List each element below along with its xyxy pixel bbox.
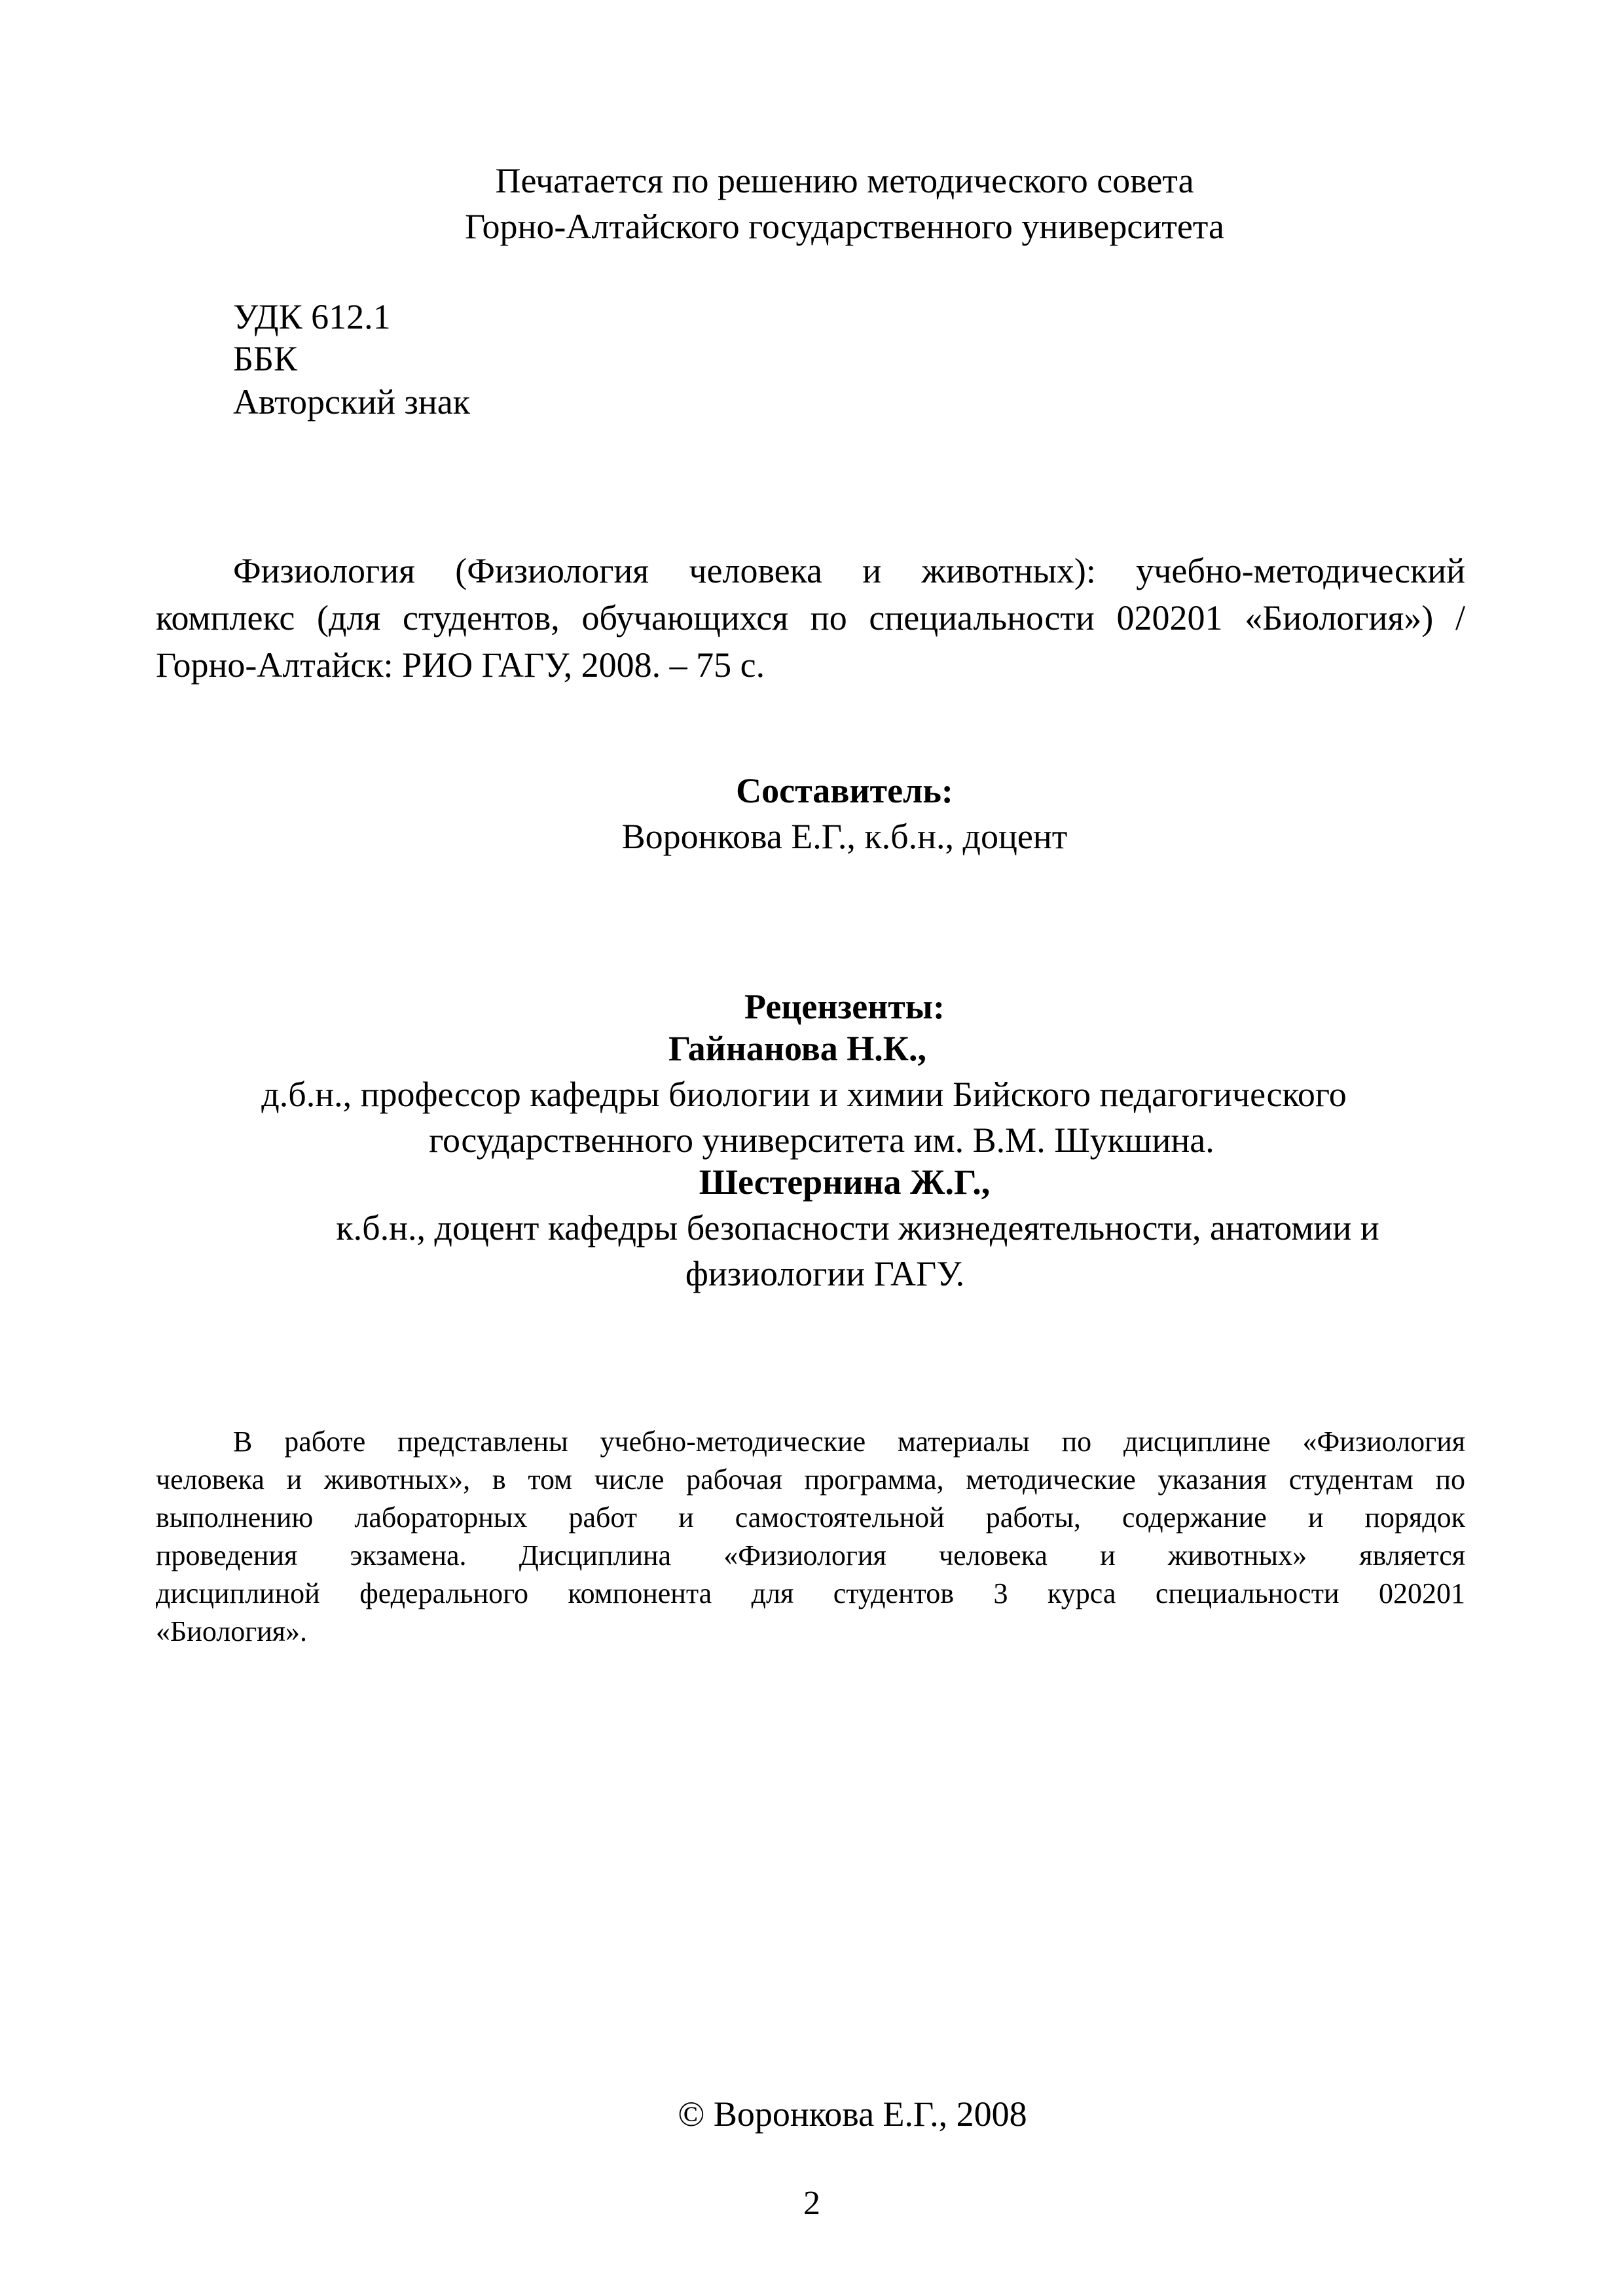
abstract-line: дисциплиной федерального компонента для студентов 3 курса специальности 020201 [156, 1577, 1465, 1609]
copyright-notice: © Воронкова Е.Г., 2008 [678, 2094, 1027, 2134]
bbk-code: ББК [233, 339, 298, 378]
abstract-line: проведения экзамена. Дисциплина «Физиология человека и животных» является [156, 1539, 1465, 1571]
author-mark: Авторский знак [233, 382, 470, 422]
abstract-paragraph [156, 1423, 1465, 1651]
citation-paragraph [156, 547, 1465, 689]
abstract-line: В работе представлены учебно-методические материалы по дисциплине «Физиология [233, 1426, 1465, 1458]
reviewer-1-position-line2: государственного университета им. В.М. Шукшина. [429, 1121, 1214, 1160]
publication-approval-line2: Горно-Алтайского государственного университета [464, 207, 1225, 246]
citation-line: комплекс (для студентов, обучающихся по специальности 020201 «Биология») / [156, 598, 1465, 637]
reviewer-2-position-line1: к.б.н., доцент кафедры безопасности жизнедеятельности, анатомии и [336, 1208, 1379, 1247]
reviewer-2-name: Шестернина Ж.Г., [699, 1162, 991, 1202]
compiler-name: Воронкова Е.Г., к.б.н., доцент [621, 817, 1068, 856]
reviewers-heading: Рецензенты: [744, 987, 945, 1026]
udk-code: УДК 612.1 [233, 297, 391, 336]
reviewer-1-name: Гайнанова Н.К., [668, 1029, 926, 1068]
compiler-heading: Составитель: [736, 771, 953, 810]
citation-line: Физиология (Физиология человека и животных): учебно-методический [233, 551, 1465, 590]
citation-line: Горно-Алтайск: РИО ГАГУ, 2008. – 75 с. [156, 645, 765, 685]
abstract-line: «Биология». [156, 1615, 308, 1647]
reviewer-1-position-line1: д.б.н., профессор кафедры биологии и химии Бийского педагогического [261, 1075, 1347, 1114]
page-number: 2 [803, 2185, 820, 2222]
reviewer-2-position-line2: физиологии ГАГУ. [685, 1254, 965, 1293]
abstract-line: человека и животных», в том числе рабочая программа, методические указания студентам по [156, 1463, 1465, 1496]
abstract-line: выполнению лабораторных работ и самостоятельной работы, содержание и порядок [156, 1501, 1465, 1534]
publication-approval-line1: Печатается по решению методического совета [495, 161, 1194, 200]
